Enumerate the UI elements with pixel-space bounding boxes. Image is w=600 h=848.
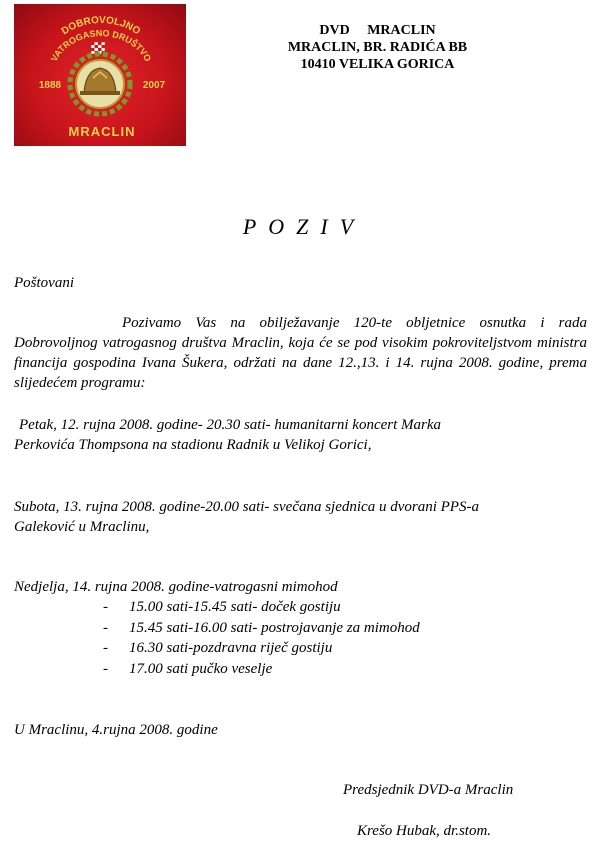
list-item: - 15.00 sati-15.45 sati- doček gostiju (103, 597, 420, 618)
sunday-line-1: Nedjelja, 14. rujna 2008. godine-vatrogasni mimohod (14, 579, 338, 595)
bullet: - (103, 619, 108, 636)
sunday-schedule (103, 597, 420, 679)
greeting: Poštovani (14, 275, 74, 291)
logo-bottom-text: MRACLIN (68, 124, 136, 139)
bullet: - (103, 599, 108, 615)
saturday-line-2: Galeković u Mraclinu, (14, 519, 150, 535)
signature-name: Krešo Hubak, dr.stom. (357, 823, 492, 839)
letterhead-line-2: MRACLIN, BR. RADIĆA BB (287, 40, 468, 55)
bullet: - (103, 640, 108, 656)
logo-year-left: 1888 (38, 80, 62, 91)
signature-role: Predsjednik DVD-a Mraclin (343, 782, 514, 798)
letterhead-line-3: 10410 VELIKA GORICA (300, 57, 455, 72)
logo-mid-text: VATROGASNO DRUŠTVO (48, 28, 154, 64)
intro-text: Pozivamo Vas na obilježavanje 120-te obljetnice osnutka i rada Dobrovoljnog vatrogasnog društva Mraclin, koja će se pod visokim pokroviteljstvom ministra financija gospodina Ivana Šukera, održati na dane 12.,13. i 14. rujna 2008. godine, prema slijedećem programu: (14, 315, 587, 391)
society-logo (14, 4, 186, 146)
letterhead-line-1: DVD MRACLIN (319, 23, 436, 38)
friday-line-2: Perkovića Thompsona na stadionu Radnik u Velikoj Gorici, (14, 437, 372, 453)
list-item: - 16.30 sati-pozdravna riječ gostiju (103, 638, 420, 659)
list-item: - 17.00 sati pučko veselje (103, 659, 420, 680)
logo-year-right: 2007 (142, 80, 166, 91)
letterhead (270, 22, 485, 73)
place-date: U Mraclinu, 4.rujna 2008. godine (14, 722, 218, 738)
bullet: - (103, 660, 108, 677)
emblem-icon (14, 4, 186, 146)
intro-paragraph (14, 313, 587, 393)
logo-top-text: DOBROVOLJNO (59, 14, 143, 38)
document-title: POZIV (242, 214, 366, 239)
list-item: - 15.45 sati-16.00 sati- postrojavanje za mimohod (103, 618, 420, 639)
friday-line-1: Petak, 12. rujna 2008. godine- 20.30 sati- humanitarni koncert Marka (19, 417, 442, 433)
saturday-line-1: Subota, 13. rujna 2008. godine-20.00 sati- svečana sjednica u dvorani PPS-a (14, 499, 479, 515)
